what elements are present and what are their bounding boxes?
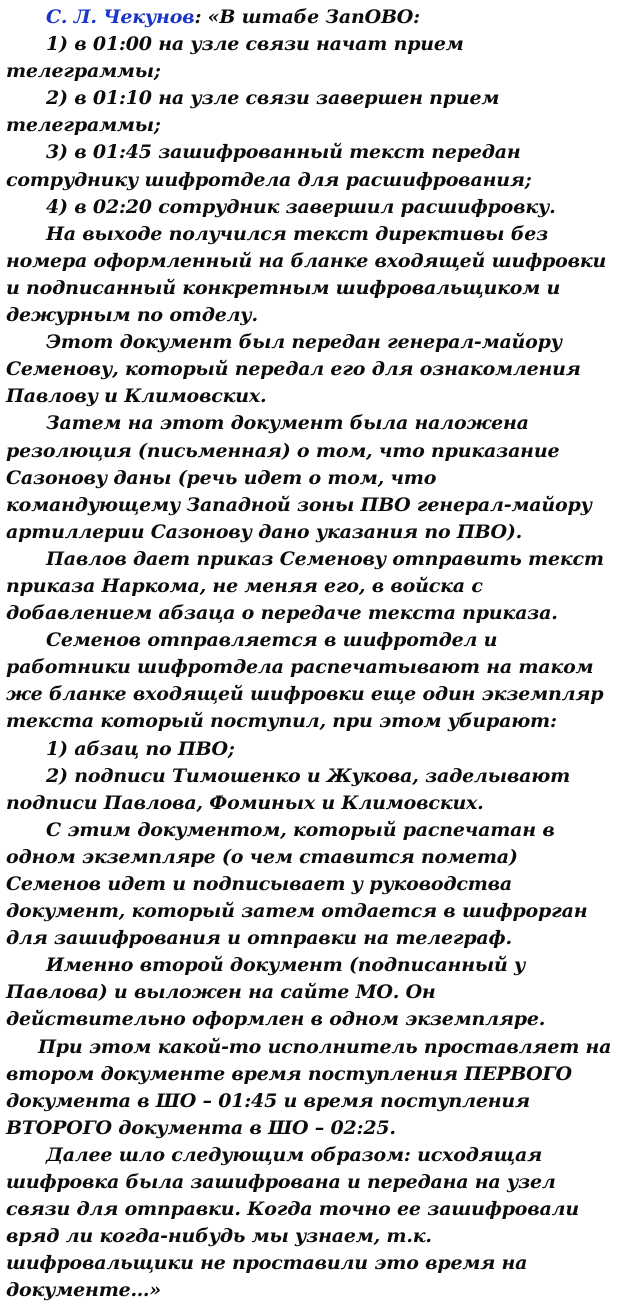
author-name: С. Л. Чекунов xyxy=(46,6,195,28)
paragraph-resolution: Затем на этот документ была наложена резолюция (письменная) о том, что приказание Сазонову даны (речь идет о том, что командующему Западной зоны ПВО генерал-майору артиллерии Сазонову дано указания по ПВО). xyxy=(6,412,592,543)
paragraph-signing: С этим документом, который распечатан в одном экземпляре (о чем ставится помета) Семенов идет и подписывает у руководства документ, который затем отдается в шифрорган для зашифрования и отправки на телеграф. xyxy=(6,818,588,950)
paragraph-second-document: Именно второй документ (подписанный у Павлова) и выложен на сайте МО. Он действительно оформлен в одном экземпляре. xyxy=(6,954,546,1031)
paragraph-conclusion: Далее шло следующим образом: исходящая шифровка была зашифрована и передана на узел связи для отправки. Когда точно ее зашифровали вряд ли когда-нибудь мы узнаем, т.к. шифровальщики не проставили это время на документе…» xyxy=(6,1143,579,1302)
paragraph-cipher-dept: Семенов отправляется в шифротдел и работники шифротдела распечатывают на таком же бланке входящей шифровки еще один экземпляр текста который поступил, при этом убирают: xyxy=(6,629,604,733)
paragraph-item-1: 1) в 01:00 на узле связи начат прием телеграммы; xyxy=(6,33,464,83)
intro-text: : «В штабе ЗапОВО: xyxy=(194,6,420,28)
paragraph-remove-2: 2) подписи Тимошенко и Жукова, заделывают подписи Павлова, Фоминых и Климовских. xyxy=(6,764,570,814)
paragraph-pavlov-order: Павлов дает приказ Семенову отправить текст приказа Наркома, не меняя его, в войска с добавлением абзаца о передаче текста приказа. xyxy=(6,547,604,625)
paragraph-output: На выходе получился текст директивы без номера оформленный на бланке входящей шифровки и подписанный конкретным шифровальщиком и дежурным по отделу. xyxy=(6,222,607,327)
paragraph-intro xyxy=(6,4,612,31)
paragraph-semenov: Этот документ был передан генерал-майору Семенову, который передал его для ознакомления Павлову и Климовских. xyxy=(6,331,581,408)
paragraph-remove-1: 1) абзац по ПВО; xyxy=(46,737,235,760)
paragraph-item-4: 4) в 02:20 сотрудник завершил расшифровку. xyxy=(46,195,556,218)
paragraph-item-3: 3) в 01:45 зашифрованный текст передан сотруднику шифротдела для расшифрования; xyxy=(6,141,532,191)
paragraph-time-stamp: При этом какой-то исполнитель проставляет на втором документе время поступления ПЕРВОГО документа в ШО – 01:45 и время поступления ВТОРОГО документа в ШО – 02:25. xyxy=(6,1035,612,1139)
paragraph-item-2: 2) в 01:10 на узле связи завершен прием телеграммы; xyxy=(6,87,500,137)
